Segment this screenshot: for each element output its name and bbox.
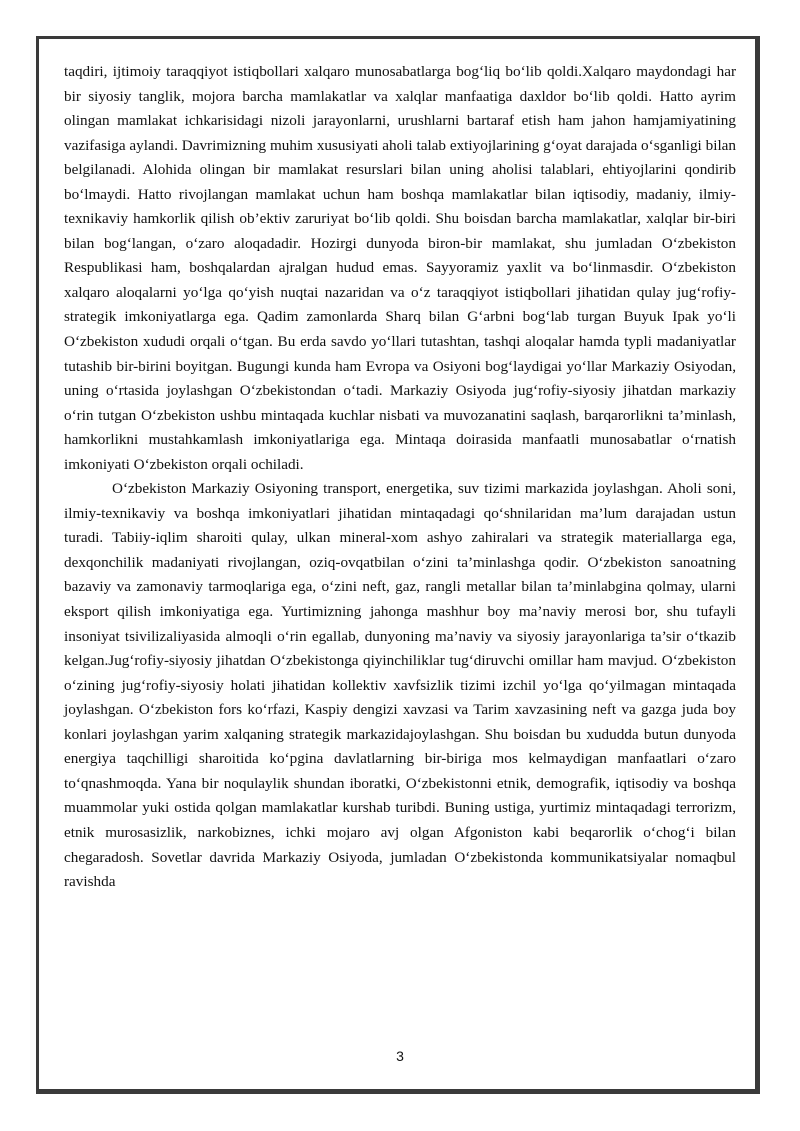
document-body [64,60,736,895]
paragraph: taqdiri, ijtimoiy taraqqiyot istiqbollari xalqaro munosabatlarga bog‘liq bo‘lib qoldi.Xalqaro maydondagi har bir siyosiy tanglik, mojora barcha mamlakatlar va xalqlar manfaatiga daxldor bo‘lib qoldi. Hatto ayrim olingan mamlakat ichkarisidagi nizoli jarayonlarni, urushlarni bartaraf etish ham jahon hamjamiyatining vazifasiga aylandi. Davrimizning muhim xususiyati aholi talab extiyojlarining g‘oyat darajada o‘sganligi bilan belgilanadi. Alohida olingan bir mamlakat resurslari bilan uning aholisi talablari, ehtiyojlarini qondirib bo‘lmaydi. Hatto rivojlangan mamlakat uchun ham boshqa mamlakatlar bilan iqtisodiy, madaniy, ilmiy-texnikaviy hamkorlik qilish ob’ektiv zaruriyat bo‘lib qoldi. Shu boisdan barcha mamlakatlar, xalqlar bir-biri bilan bog‘langan, o‘zaro aloqadadir. Hozirgi dunyoda biron-bir mamlakat, shu jumladan O‘zbekiston Respublikasi ham, boshqalardan ajralgan hudud emas. Sayyoramiz yaxlit va bo‘linmasdir. O‘zbekiston xalqaro aloqalarni yo‘lga qo‘yish nuqtai nazaridan va o‘z taraqqiyot istiqbollari jihatidan qulay jug‘rofiy-strategik imkoniyatlarga ega. Qadim zamonlarda Sharq bilan G‘arbni bog‘lab turgan Buyuk Ipak yo‘li O‘zbekiston xududi orqali o‘tgan. Bu erda savdo yo‘llari tutashtan, tashqi aloqalar hamda typli madaniyatlar tutashib bir-birini boyitgan. Bugungi kunda ham Evropa va Osiyoni bog‘laydigai yo‘llar Markaziy Osiyodan, uning o‘rtasida joylashgan O‘zbekistondan o‘tadi. Markaziy Osiyoda jug‘rofiy-siyosiy jihatdan markaziy o‘rin tutgan O‘zbekiston ushbu mintaqada kuchlar nisbati va muvozanatini saqlash, barqarorlikni ta’minlash, hamkorlikni mustahkamlash imkoniyatlariga ega. Mintaqa doirasida manfaatli munosabatlar o‘rnatish imkoniyati O‘zbekiston orqali ochiladi. [64,63,736,473]
paragraph: O‘zbekiston Markaziy Osiyoning transport, energetika, suv tizimi markazida joylashgan. Aholi soni, ilmiy-texnikaviy va boshqa imkoniyatlari jihatidan mintaqadagi qo‘shnilaridan ma’lum darajadan ustun turadi. Tabiiy-iqlim sharoiti qulay, ulkan mineral-xom ashyo zahiralari va strategik materiallarga ega, dexqonchilik madaniyati rivojlangan, oziq-ovqatbilan o‘zini ta’minlashga qodir. O‘zbekiston sanoatning bazaviy va zamonaviy tarmoqlariga ega, o‘zini neft, gaz, rangli metallar bilan ta’minlabgina qolmay, ularni eksport qilish imkoniyatiga ega. Yurtimizning jahonga mashhur boy ma’naviy merosi bor, shu tufayli insoniyat tsivilizaliyasida almoqli o‘rin egallab, dunyoning ma’naviy va siyosiy jarayonlariga ta’sir o‘tkazib kelgan.Jug‘rofiy-siyosiy jihatdan O‘zbekistonga qiyinchiliklar tug‘diruvchi omillar ham mavjud. O‘zbekiston o‘zining jug‘rofiy-siyosiy holati jihatidan kollektiv xavfsizlik tizimi izchil yo‘lga qo‘yilmagan mintaqada joylashgan. O‘zbekiston fors ko‘rfazi, Kaspiy dengizi xavzasi va Tarim xavzasining neft va gazga juda boy konlari joylashgan yarim xalqaning strategik markazidajoylashgan. Shu boisdan bu xududda butun dunyoda energiya taqchilligi sharoitida ko‘pgina davlatlarning bir-biriga mos kelmaydigan manfaatlari o‘zaro to‘qnashmoqda. Yana bir noqulaylik shundan iboratki, O‘zbekistonni etnik, demografik, iqtisodiy va boshqa muammolar yuki ostida qolgan mamlakatlar kurshab turibdi. Buning ustiga, yurtimiz mintaqadagi terrorizm, etnik murosasizlik, narkobiznes, ichki mojaro avj olgan Afgoniston kabi beqarorlik o‘chog‘i bilan chegaradosh. Sovetlar davrida Markaziy Osiyoda, jumladan O‘zbekistonda kommunikatsiyalar nomaqbul ravishda [64,480,736,891]
page-number: 3 [396,1048,404,1064]
